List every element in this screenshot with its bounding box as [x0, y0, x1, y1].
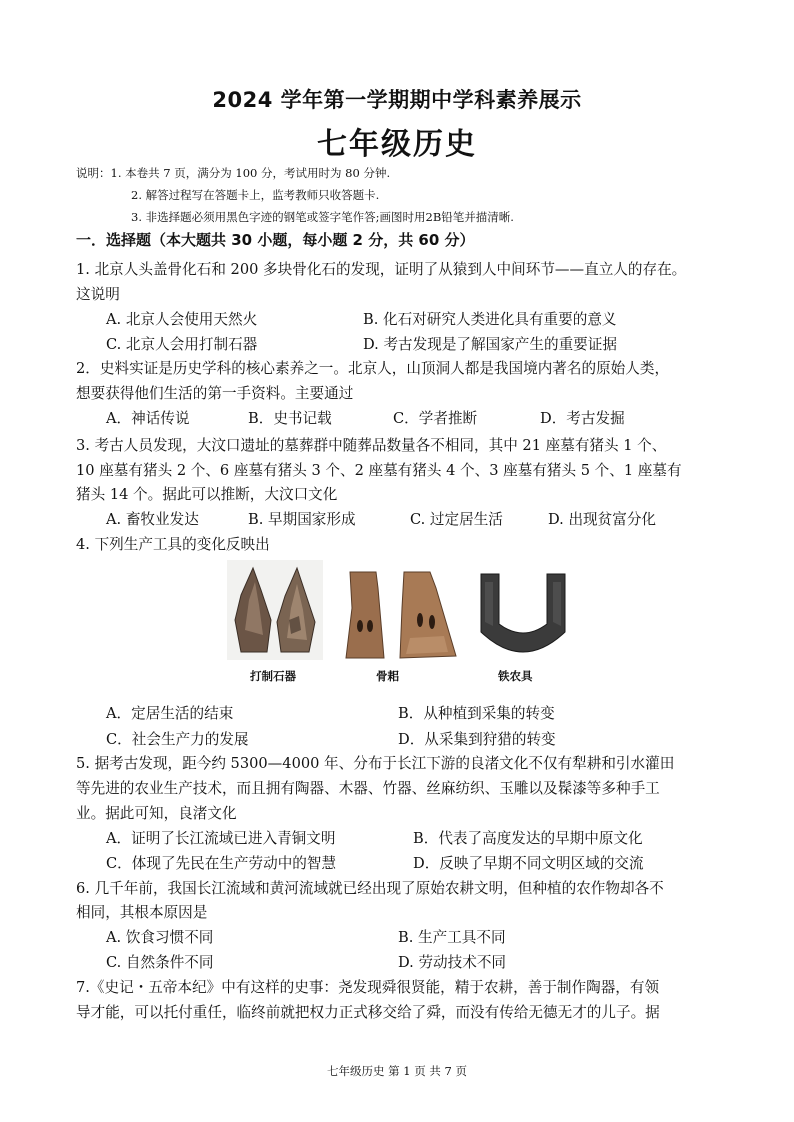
question-2-option-c[interactable]: C．学者推断 — [393, 410, 478, 427]
question-3-stem: 10 座墓有猪头 2 个、6 座墓有猪头 3 个、2 座墓有猪头 4 个、3 座墓有猪头 5 个、1 座墓有 — [76, 462, 682, 479]
question-6-option-b[interactable]: B. 生产工具不同 — [398, 929, 506, 946]
question-4-option-c[interactable]: C．社会生产力的发展 — [106, 731, 249, 748]
question-3-option-c[interactable]: C. 过定居生活 — [410, 511, 503, 528]
instructions — [76, 162, 514, 228]
question-4-option-b[interactable]: B．从种植到采集的转变 — [398, 705, 555, 722]
instruction-line: 2. 解答过程写在答题卡上，监考教师只收答题卡. — [131, 188, 380, 202]
question-1-option-a[interactable]: A. 北京人会使用天然火 — [106, 311, 258, 328]
question-3-option-a[interactable]: A. 畜牧业发达 — [106, 511, 199, 528]
tools-figure — [220, 560, 580, 682]
question-6-option-d[interactable]: D. 劳动技术不同 — [398, 954, 507, 971]
question-1-option-c[interactable]: C. 北京人会用打制石器 — [106, 336, 258, 353]
question-4-stem: 4. 下列生产工具的变化反映出 — [76, 536, 270, 553]
question-2-option-b[interactable]: B．史书记载 — [248, 410, 332, 427]
question-5-option-b[interactable]: B．代表了高度发达的早期中原文化 — [413, 830, 643, 847]
question-5-stem: 业。据此可知，良渚文化 — [76, 805, 237, 822]
bone-spade-image — [340, 568, 460, 662]
question-5-option-c[interactable]: C．体现了先民在生产劳动中的智慧 — [106, 855, 337, 872]
question-7-stem: 导才能，可以托付重任，临终前就把权力正式移交给了舜，而没有传给无德无才的儿子。据 — [76, 1004, 660, 1021]
exam-title: 2024 学年第一学期期中学科素养展示 — [212, 88, 582, 112]
iron-tool-image — [475, 572, 571, 660]
question-6-stem: 相同，其根本原因是 — [76, 904, 208, 921]
caption-stone-tools: 打制石器 — [250, 669, 296, 683]
question-7-stem: 7.《史记・五帝本纪》中有这样的史事：尧发现舜很贤能，精于农耕，善于制作陶器，有领 — [76, 979, 660, 996]
question-6-option-c[interactable]: C. 自然条件不同 — [106, 954, 214, 971]
question-4-option-d[interactable]: D．从采集到狩猎的转变 — [398, 731, 556, 748]
question-5-stem: 等先进的农业生产技术，而且拥有陶器、木器、竹器、丝麻纺织、玉雕以及髹漆等多种手工 — [76, 780, 660, 797]
question-1-option-b[interactable]: B. 化石对研究人类进化具有重要的意义 — [363, 311, 617, 328]
question-5-option-a[interactable]: A．证明了长江流域已进入青铜文明 — [106, 830, 336, 847]
caption-iron-tool: 铁农具 — [498, 669, 533, 683]
question-2-option-a[interactable]: A．神话传说 — [106, 410, 190, 427]
question-4-option-a[interactable]: A．定居生活的结束 — [106, 705, 234, 722]
question-6-option-a[interactable]: A. 饮食习惯不同 — [106, 929, 214, 946]
instruction-line: 说明：1. 本卷共 7 页，满分为 100 分，考试用时为 80 分钟. — [76, 166, 391, 180]
instruction-line: 3. 非选择题必须用黑色字迹的钢笔或签字笔作答;画图时用2B铅笔并描清晰. — [131, 210, 514, 224]
question-3-option-d[interactable]: D. 出现贫富分化 — [548, 511, 657, 528]
question-2-option-d[interactable]: D．考古发掘 — [540, 410, 625, 427]
question-6-stem: 6. 几千年前，我国长江流域和黄河流域就已经出现了原始农耕文明，但种植的农作物却各不 — [76, 880, 664, 897]
question-3-option-b[interactable]: B. 早期国家形成 — [248, 511, 356, 528]
exam-subject: 七年级历史 — [317, 127, 477, 162]
page-footer: 七年级历史 第 1 页 共 7 页 — [326, 1064, 468, 1078]
question-2-stem: 想要获得他们生活的第一手资料。主要通过 — [76, 385, 354, 402]
caption-bone-spade: 骨耜 — [376, 669, 399, 683]
question-5-option-d[interactable]: D．反映了早期不同文明区域的交流 — [413, 855, 644, 872]
question-5-stem: 5. 据考古发现，距今约 5300—4000 年、分布于长江下游的良渚文化不仅有犁耕和引水灌田 — [76, 755, 675, 772]
question-3-stem: 3. 考古人员发现，大汶口遗址的墓葬群中随葬品数量各不相同，其中 21 座墓有猪头 1 个、 — [76, 437, 667, 454]
question-3-stem: 猪头 14 个。据此可以推断，大汶口文化 — [76, 486, 338, 503]
stone-tools-image — [227, 560, 323, 660]
question-1-stem: 这说明 — [76, 286, 120, 303]
question-1-stem: 1. 北京人头盖骨化石和 200 多块骨化石的发现，证明了从猿到人中间环节——直立人的存在。 — [76, 261, 687, 278]
question-1-option-d[interactable]: D. 考古发现是了解国家产生的重要证据 — [363, 336, 617, 353]
section-heading: 一．选择题（本大题共 30 小题，每小题 2 分，共 60 分） — [76, 231, 475, 249]
question-2-stem: 2．史料实证是历史学科的核心素养之一。北京人，山顶洞人都是我国境内著名的原始人类， — [76, 360, 670, 377]
